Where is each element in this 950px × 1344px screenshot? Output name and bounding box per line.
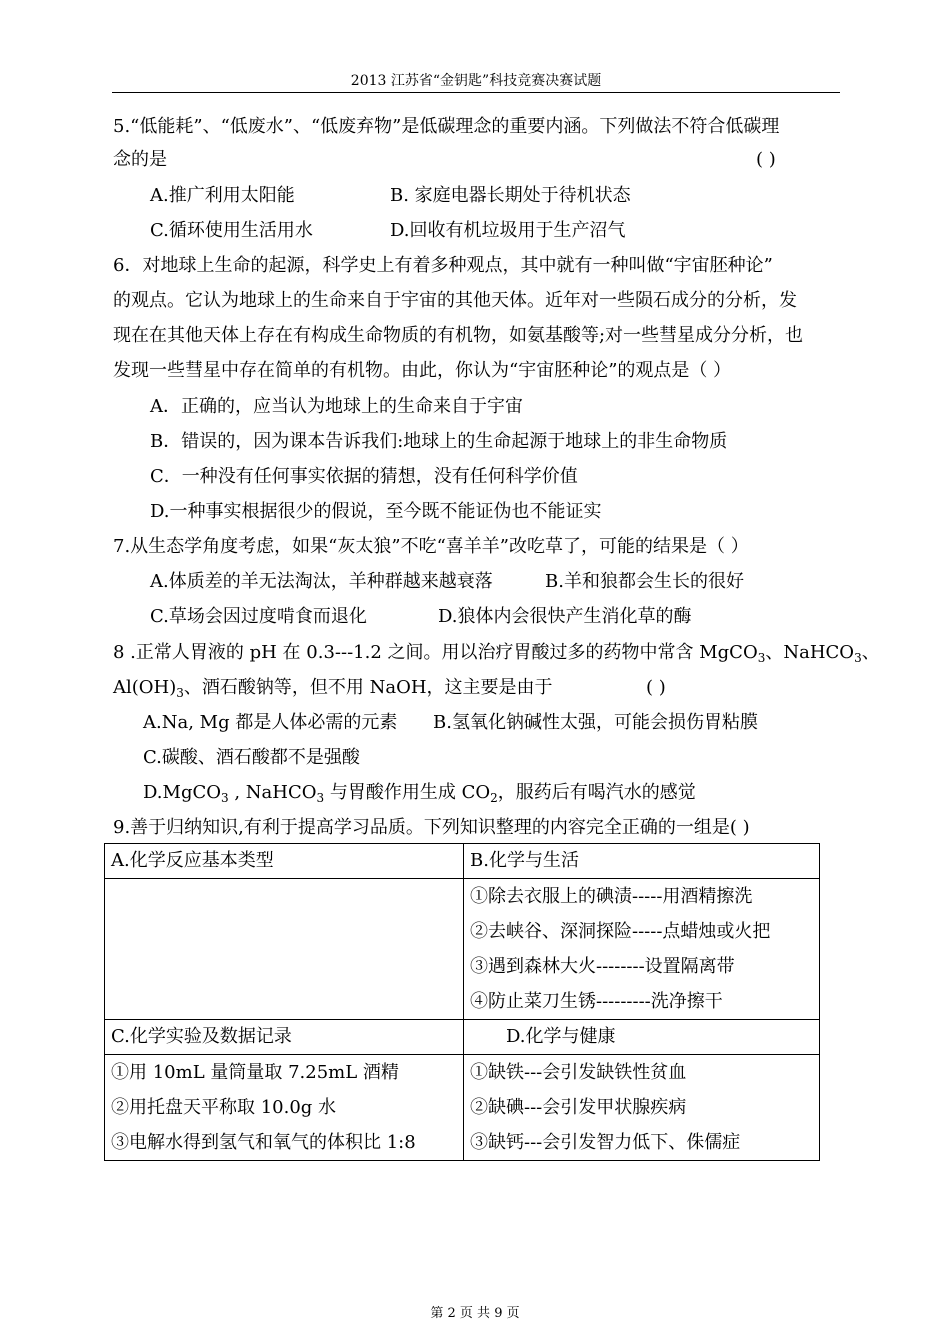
q5-stem-line1: 5.“低能耗”、“低废水”、“低废弃物”是低碳理念的重要内涵。下列做法不符合低碳理: [113, 116, 780, 137]
q9-cell-b-body: [464, 879, 820, 1020]
q9-cell-a-title: A.化学反应基本类型: [105, 844, 464, 879]
q6-stem-line4: 发现一些彗星中存在简单的有机物。由此，你认为“宇宙胚种论”的观点是（ ）: [113, 360, 732, 381]
q9-cell-c-body: [105, 1055, 464, 1161]
q7-stem: 7.从生态学角度考虑，如果“灰太狼”不吃“喜羊羊”改吃草了，可能的结果是（ ）: [113, 536, 749, 557]
q8-stem-line1: 8 .正常人胃液的 pH 在 0.3---1.2 之间。用以治疗胃酸过多的药物中常含 MgCO$_3$、NaHCO$_3$、: [113, 642, 880, 665]
page-footer: 第 2 页 共 9 页: [430, 1306, 520, 1321]
q9-b-item: ②去峡谷、深洞探险-----点蜡烛或火把: [470, 921, 771, 942]
q5-stem-line2: 念的是: [113, 149, 167, 170]
q9-b-item: ①除去衣服上的碘渍-----用酒精擦洗: [470, 886, 753, 907]
q9-c-item: ③电解水得到氢气和氧气的体积比 1:8: [111, 1132, 416, 1153]
q5-answer-bracket: ( ): [756, 149, 776, 170]
q7-option-d: D.狼体内会很快产生消化草的酶: [438, 606, 692, 627]
q8-option-b: B.氢氧化钠碱性太强，可能会损伤胃粘膜: [433, 712, 758, 733]
q5-option-a: A.推广利用太阳能: [150, 185, 295, 206]
q9-c-item: ②用托盘天平称取 10.0g 水: [111, 1097, 337, 1118]
q9-b-item: ③遇到森林大火--------设置隔离带: [470, 956, 735, 977]
q6-option-b: B．错误的，因为课本告诉我们:地球上的生命起源于地球上的非生命物质: [150, 431, 728, 452]
q8-option-d: D.MgCO$_3$ , NaHCO$_3$ 与胃酸作用生成 $CO_2$，服药后有喝汽水的感觉: [143, 782, 696, 805]
q6-option-d: D.一种事实根据很少的假说，至今既不能证伪也不能证实: [150, 501, 602, 522]
header-divider: [112, 92, 840, 93]
q9-d-item: ③缺钙---会引发智力低下、侏儒症: [470, 1132, 741, 1153]
q5-option-b: B. 家庭电器长期处于待机状态: [390, 185, 631, 206]
q6-option-c: C．一种没有任何事实依据的猜想，没有任何科学价值: [150, 466, 578, 487]
q5-option-d: D.回收有机垃圾用于生产沼气: [390, 220, 626, 241]
q6-option-a: A．正确的，应当认为地球上的生命来自于宇宙: [150, 396, 523, 417]
page-header: 2013 江苏省“金钥匙”科技竞赛决赛试题: [350, 73, 602, 89]
q9-d-item: ①缺铁---会引发缺铁性贫血: [470, 1062, 687, 1083]
q9-cell-a-body: [105, 879, 464, 1020]
q8-stem-line2: $Al(OH)_3$、酒石酸钠等，但不用 NaOH，这主要是由于: [113, 677, 553, 700]
q8-answer-bracket: ( ): [646, 677, 666, 698]
q5-option-c: C.循环使用生活用水: [150, 220, 313, 241]
q7-option-a: A.体质差的羊无法淘汰，羊种群越来越衰落: [150, 571, 493, 592]
q9-c-item: ①用 10mL 量筒量取 7.25mL 酒精: [111, 1062, 399, 1083]
q9-cell-c-title: C.化学实验及数据记录: [105, 1020, 464, 1055]
q9-cell-d-title: D.化学与健康: [464, 1020, 820, 1055]
q7-option-b: B.羊和狼都会生长的很好: [545, 571, 744, 592]
q9-cell-b-title: B.化学与生活: [464, 844, 820, 879]
q9-options-table: [104, 843, 820, 1161]
q9-d-item: ②缺碘---会引发甲状腺疾病: [470, 1097, 687, 1118]
q8-option-c: C.碳酸、酒石酸都不是强酸: [143, 747, 360, 768]
q6-stem-line1: 6．对地球上生命的起源，科学史上有着多种观点，其中就有一种叫做“宇宙胚种论”: [113, 255, 773, 276]
q7-option-c: C.草场会因过度啃食而退化: [150, 606, 367, 627]
q9-cell-d-body: [464, 1055, 820, 1161]
q6-stem-line2: 的观点。它认为地球上的生命来自于宇宙的其他天体。近年对一些陨石成分的分析，发: [113, 290, 797, 311]
q6-stem-line3: 现在在其他天体上存在有构成生命物质的有机物，如氨基酸等;对一些彗星成分分析，也: [113, 325, 804, 346]
q8-option-a: A.Na, Mg 都是人体必需的元素: [143, 712, 398, 733]
q9-b-item: ④防止菜刀生锈---------洗净擦干: [470, 991, 723, 1012]
q9-stem: 9.善于归纳知识,有利于提高学习品质。下列知识整理的内容完全正确的一组是( ): [113, 817, 750, 838]
